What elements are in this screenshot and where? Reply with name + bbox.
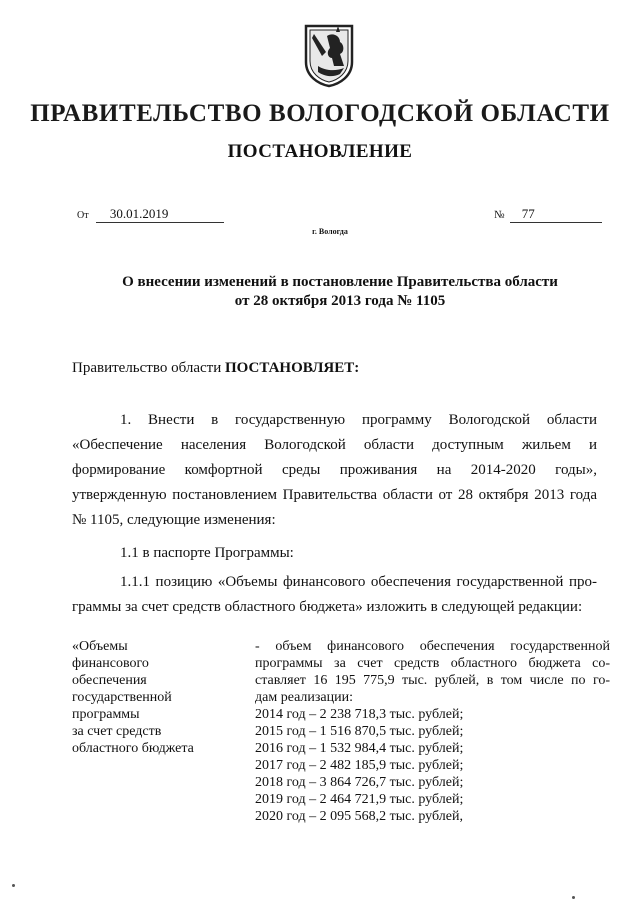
scan-artifact: [12, 884, 15, 887]
year-amount-line: 2014 год – 2 238 718,3 тыс. рублей;: [255, 707, 464, 722]
paragraph-1: [72, 408, 597, 533]
table-right-line: ставляет 16 195 775,9 тыс. рублей, в том числе по го-: [255, 673, 610, 688]
year-amount-line: 2018 год – 3 864 726,7 тыс. рублей;: [255, 775, 464, 790]
preamble-verb: ПОСТАНОВЛЯЕТ:: [224, 360, 360, 376]
city: г. Вологда: [312, 227, 348, 236]
year-amount-line: 2016 год – 1 532 984,4 тыс. рублей;: [255, 741, 464, 756]
table-right-column: [255, 638, 610, 825]
year-amount-line: 2015 год – 1 516 870,5 тыс. рублей;: [255, 724, 464, 739]
subject-line: от 28 октября 2013 года № 1105: [234, 293, 446, 309]
date-field: [77, 206, 224, 223]
year-amount-line: 2019 год – 2 464 721,9 тыс. рублей;: [255, 792, 464, 807]
scan-artifact: [572, 896, 575, 899]
paragraph-line: 1. Внести в государственную программу Вологодской области: [120, 412, 597, 428]
table-right-line: - объем финансового обеспечения государственной: [255, 639, 610, 654]
number-label: №: [494, 209, 505, 221]
table-left-line: областного бюджета: [72, 741, 194, 756]
paragraph-line: граммы за счет средств областного бюджета» изложить в следующей редакции:: [72, 599, 583, 615]
table-left-line: за счет средств: [72, 724, 162, 739]
preamble-text: Правительство области: [72, 360, 222, 376]
year-amount-line: 2020 год – 2 095 568,2 тыс. рублей,: [255, 809, 463, 824]
table-left-line: обеспечения: [72, 673, 147, 688]
date-value: 30.01.2019: [96, 206, 224, 223]
table-left-line: программы: [72, 707, 140, 722]
paragraph-line: формирование комфортной среды проживания на 2014-2020 годы»,: [72, 462, 597, 478]
paragraph-3: [72, 570, 597, 620]
government-title: ПРАВИТЕЛЬСТВО ВОЛОГОДСКОЙ ОБЛАСТИ: [30, 100, 610, 127]
table-left-column: [72, 638, 242, 757]
preamble: [72, 360, 359, 377]
number-value: 77: [510, 206, 602, 223]
paragraph-2: 1.1 в паспорте Программы:: [120, 545, 294, 561]
paragraph-line: 1.1.1 позицию «Объемы финансового обеспечения государственной про-: [120, 574, 597, 590]
subject-line: О внесении изменений в постановление Правительства области: [122, 274, 558, 290]
document-subject: [60, 273, 620, 311]
paragraph-line: «Обеспечение населения Вологодской области доступным жильем и: [72, 437, 597, 453]
table-left-line: государственной: [72, 690, 172, 705]
table-left-line: финансового: [72, 656, 149, 671]
date-label: От: [77, 210, 89, 221]
paragraph-line: утвержденную постановлением Правительства области от 28 октября 2013 года: [72, 487, 597, 503]
table-left-line: «Объемы: [72, 639, 128, 654]
table-right-line: программы за счет средств областного бюджета со-: [255, 656, 610, 671]
paragraph-line: № 1105, следующие изменения:: [72, 512, 276, 528]
vologda-coat-of-arms-icon: [300, 22, 358, 88]
number-field: [494, 206, 602, 223]
document-type: ПОСТАНОВЛЕНИЕ: [227, 141, 413, 162]
table-right-line: дам реализации:: [255, 690, 354, 705]
year-amount-line: 2017 год – 2 482 185,9 тыс. рублей;: [255, 758, 464, 773]
